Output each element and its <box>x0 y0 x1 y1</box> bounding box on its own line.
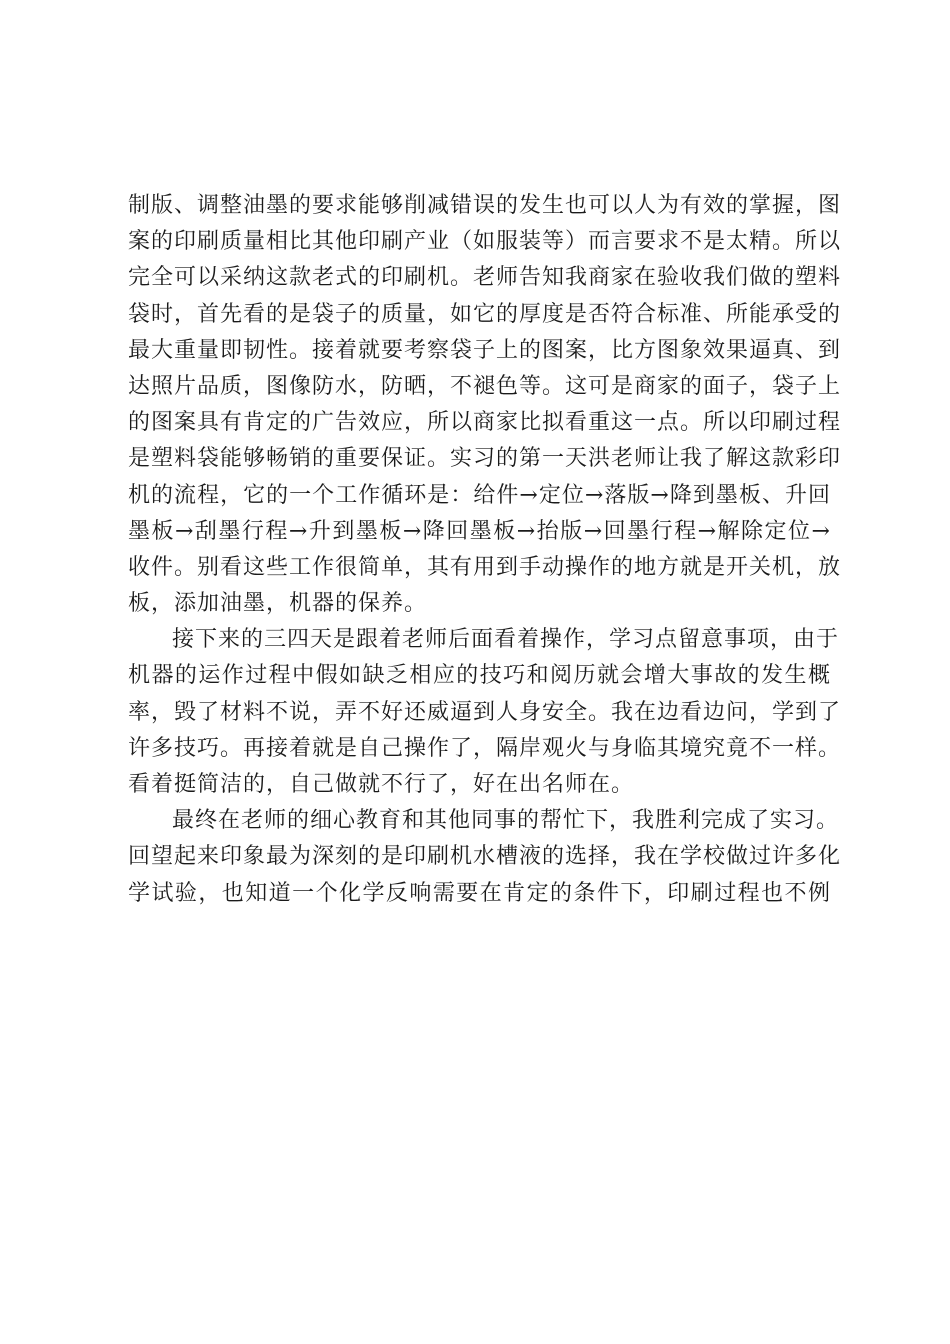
text-line: 机器的运作过程中假如缺乏相应的技巧和阅历就会增大事故的发生概 <box>128 663 831 689</box>
text-line: 最大重量即韧性。接着就要考察袋子上的图案，比方图象效果逼真、到 <box>128 337 842 363</box>
paragraph-first-line: 最终在老师的细心教育和其他同事的帮忙下，我胜利完成了实习。 <box>172 808 840 834</box>
body-text <box>128 188 842 912</box>
text-line: 是塑料袋能够畅销的重要保证。实习的第一天洪老师让我了解这款彩印 <box>128 446 842 472</box>
text-line: 学试验，也知道一个化学反响需要在肯定的条件下，印刷过程也不例 <box>128 880 831 906</box>
text-line: 机的流程，它的一个工作循环是：给件→定位→落版→降到墨板、升回 <box>128 482 831 508</box>
text-line: 完全可以采纳这款老式的印刷机。老师告知我商家在验收我们做的塑料 <box>128 265 842 291</box>
text-line: 墨板→刮墨行程→升到墨板→降回墨板→抬版→回墨行程→解除定位→ <box>128 518 831 544</box>
text-line: 看着挺简洁的，自己做就不行了，好在出名师在。 <box>128 772 635 797</box>
text-line: 板，添加油墨，机器的保养。 <box>128 591 428 617</box>
text-line: 的图案具有肯定的广告效应，所以商家比拟看重这一点。所以印刷过程 <box>128 410 842 436</box>
text-line: 制版、调整油墨的要求能够削减错误的发生也可以人为有效的掌握，图 <box>128 193 842 218</box>
paragraph-first-line: 接下来的三四天是跟着老师后面看着操作，学习点留意事项，由于 <box>172 627 840 653</box>
text-line: 收件。别看这些工作很简单，其有用到手动操作的地方就是开关机，放 <box>128 554 842 580</box>
text-line: 案的印刷质量相比其他印刷产业（如服装等）而言要求不是太精。所以 <box>128 229 842 255</box>
text-line: 达照片品质，图像防水，防晒，不褪色等。这可是商家的面子，袋子上 <box>128 373 842 399</box>
text-line: 袋时，首先看的是袋子的质量，如它的厚度是否符合标准、所能承受的 <box>128 301 842 327</box>
text-line: 率，毁了材料不说，弄不好还威逼到人身安全。我在边看边问，学到了 <box>128 699 842 725</box>
text-line: 许多技巧。再接着就是自己操作了，隔岸观火与身临其境究竟不一样。 <box>128 735 842 761</box>
text-line: 回望起来印象最为深刻的是印刷机水槽液的选择，我在学校做过许多化 <box>128 844 842 870</box>
